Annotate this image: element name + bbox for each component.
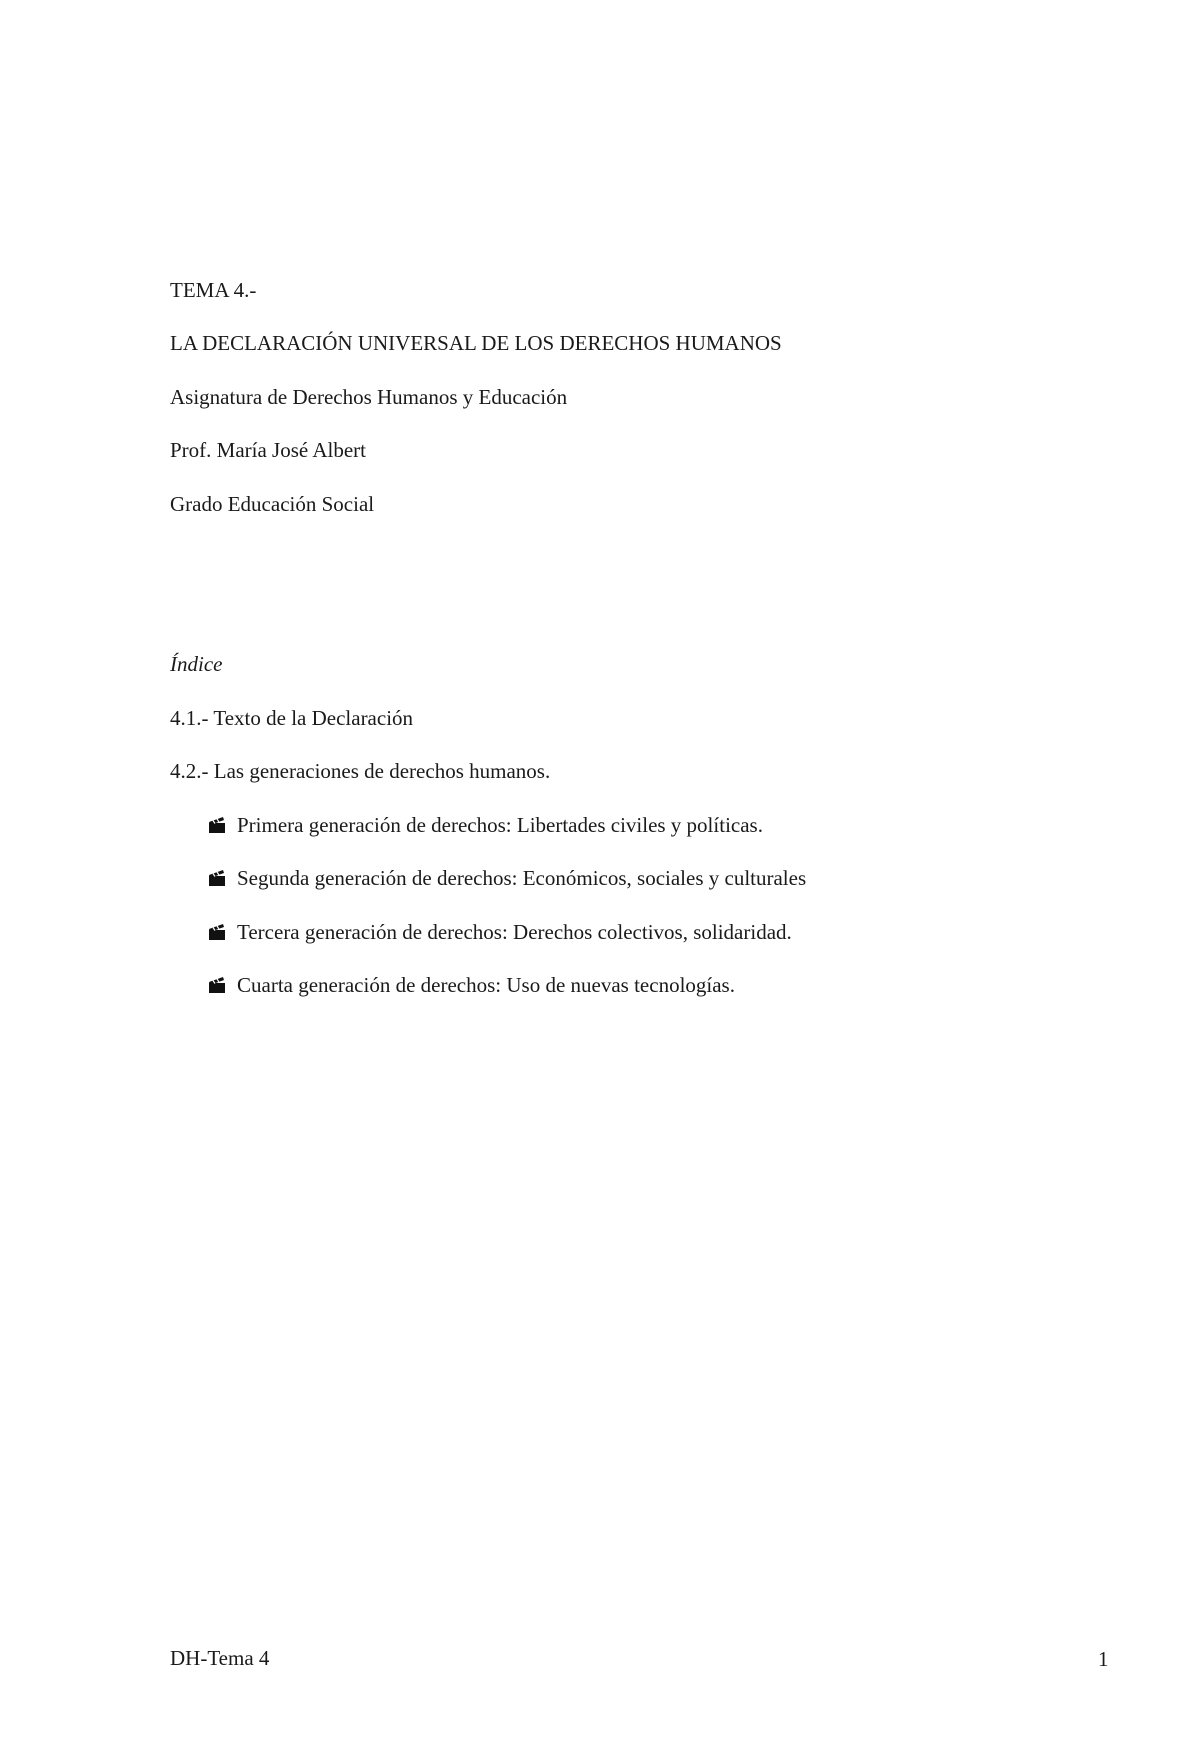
index-item: 4.2.- Las generaciones de derechos humanos. — [170, 759, 551, 783]
index-sub-item — [207, 864, 806, 892]
index-heading: Índice — [170, 652, 223, 676]
sub-item-text: Tercera generación de derechos: Derechos colectivos, solidaridad. — [237, 920, 792, 944]
sub-item-text: Cuarta generación de derechos: Uso de nuevas tecnologías. — [237, 973, 735, 997]
index-item: 4.1.- Texto de la Declaración — [170, 706, 414, 730]
index-sub-item — [207, 971, 735, 999]
topic-number: TEMA 4.- — [170, 278, 257, 302]
clapperboard-icon — [207, 975, 227, 995]
sub-item-text: Segunda generación de derechos: Económicos, sociales y culturales — [237, 866, 807, 890]
page-number: 1 — [1098, 1647, 1109, 1671]
index-sub-item — [207, 811, 763, 839]
sub-item-text: Primera generación de derechos: Libertades civiles y políticas. — [237, 813, 763, 837]
index-sub-item — [207, 918, 792, 946]
clapperboard-icon — [207, 815, 227, 835]
clapperboard-icon — [207, 922, 227, 942]
professor-line: Prof. María José Albert — [170, 438, 366, 462]
degree-line: Grado Educación Social — [170, 492, 375, 516]
clapperboard-icon — [207, 868, 227, 888]
document-title: LA DECLARACIÓN UNIVERSAL DE LOS DERECHOS HUMANOS — [170, 331, 782, 355]
subject-line: Asignatura de Derechos Humanos y Educación — [170, 385, 568, 409]
footer-label: DH-Tema 4 — [170, 1646, 270, 1670]
